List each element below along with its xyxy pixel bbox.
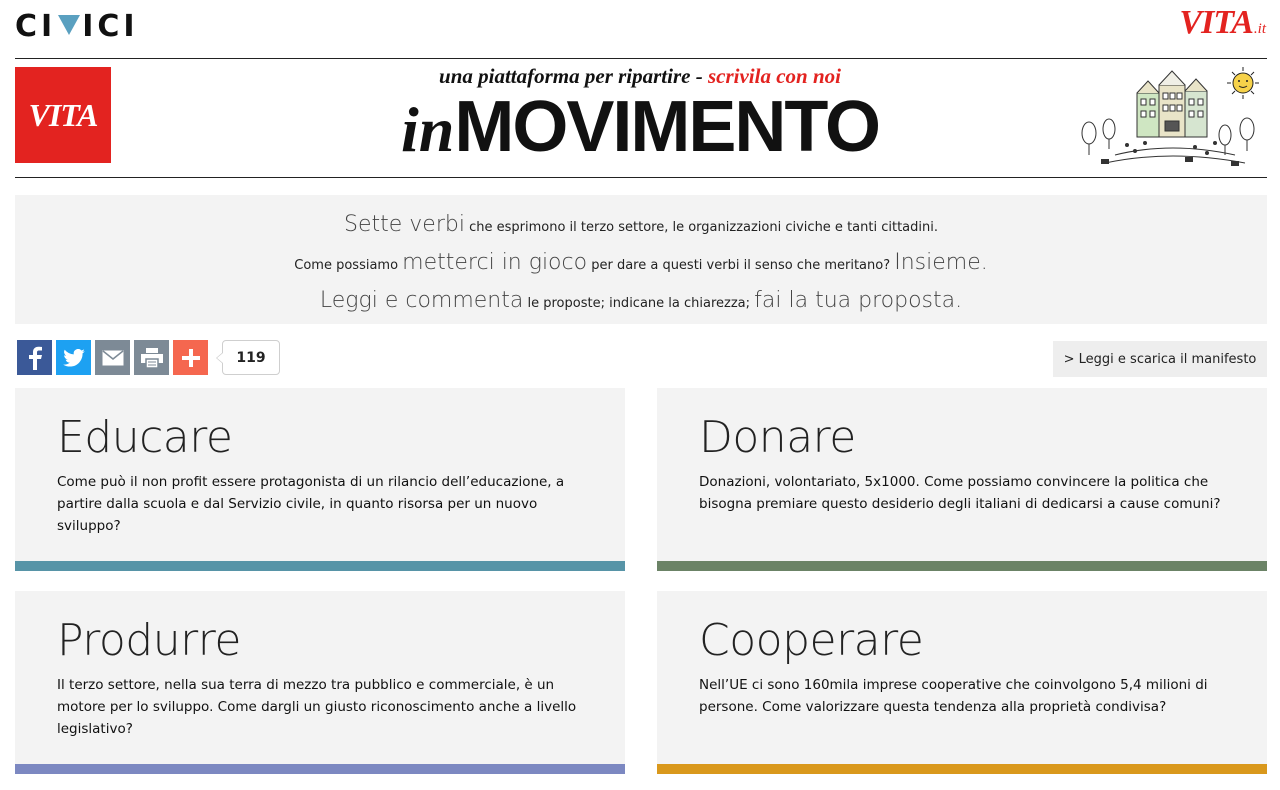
card-description: Donazioni, volontariato, 5x1000. Come possiamo convincere la politica che bisogna premiare questo desiderio degli italiani di dedicarsi a cause comuni? [699, 474, 1221, 512]
verb-card-cooperare[interactable] [657, 591, 1267, 774]
printer-icon [141, 348, 163, 368]
card-title[interactable]: Produrre [57, 615, 241, 666]
share-bar [17, 340, 280, 375]
brand-in: in [400, 94, 455, 165]
verb-card-donare[interactable] [657, 388, 1267, 571]
verb-card-produrre[interactable] [15, 591, 625, 774]
mail-icon [102, 350, 124, 366]
print-button[interactable] [134, 340, 169, 375]
city-illustration [1075, 63, 1267, 171]
verb-card-educare[interactable] [15, 388, 625, 571]
card-color-bar [15, 764, 625, 774]
plus-icon [182, 349, 200, 367]
intro-panel [15, 195, 1267, 324]
card-title[interactable]: Donare [699, 412, 856, 463]
card-description: Nell’UE ci sono 160mila imprese cooperative che coinvolgono 5,4 milioni di persone. Come valorizzare questa tendenza alla proprietà condivisa? [699, 677, 1208, 715]
card-title[interactable]: Educare [57, 412, 233, 463]
intro-big-text: Leggi e commenta [319, 288, 524, 313]
intro-big-text: Insieme. [894, 250, 988, 275]
buildings-icon [1137, 71, 1207, 137]
intro-small-text: per dare a questi verbi il senso che meritano? [587, 258, 895, 273]
vita-logo-text: VITA [1179, 4, 1253, 41]
intro-small-text: che esprimono il terzo settore, le organizzazioni civiche e tanti cittadini. [464, 220, 938, 235]
email-share-button[interactable] [95, 340, 130, 375]
intro-big-text: Sette verbi [344, 212, 465, 237]
vita-logo-suffix: .it [1253, 21, 1266, 37]
share-count: 119 [222, 340, 280, 375]
top-bar [0, 0, 1280, 58]
civici-logo-right: ICI [82, 8, 139, 44]
brand-movimento: MOVIMENTO [454, 87, 880, 167]
card-description: Come può il non profit essere protagonista di un rilancio dell’educazione, a partire dalla scuola e dal Servizio civile, in quanto risorsa per un nuovo sviluppo? [57, 474, 565, 534]
intro-big-text: metterci in gioco [402, 250, 588, 275]
intro-small-text: le proposte; indicane la chiarezza; [523, 296, 755, 311]
facebook-icon [26, 346, 44, 370]
intro-line-2 [15, 245, 1267, 283]
twitter-icon [63, 349, 85, 367]
tagline-main: una piattaforma per ripartire - [439, 64, 708, 88]
card-color-bar [15, 561, 625, 571]
sun-icon [1227, 67, 1259, 99]
card-description: Il terzo settore, nella sua terra di mezzo tra pubblico e commerciale, è un motore per lo sviluppo. Come dargli un giusto riconoscimento anche a livello legislativo? [57, 677, 577, 737]
card-color-bar [657, 561, 1267, 571]
facebook-share-button[interactable] [17, 340, 52, 375]
triangle-icon [58, 15, 80, 35]
civici-logo-left: CI [15, 8, 57, 44]
intro-small-text: Come possiamo [294, 258, 403, 273]
twitter-share-button[interactable] [56, 340, 91, 375]
intro-line-1 [15, 207, 1267, 245]
vita-it-logo[interactable] [1179, 4, 1266, 42]
card-title[interactable]: Cooperare [699, 615, 924, 666]
vita-box-text: VITA [28, 96, 98, 133]
masthead-divider [15, 177, 1267, 178]
more-share-button[interactable] [173, 340, 208, 375]
manifesto-link[interactable]: > Leggi e scarica il manifesto [1053, 341, 1267, 377]
street-icon [1105, 148, 1245, 163]
civici-logo[interactable] [15, 8, 139, 44]
card-color-bar [657, 764, 1267, 774]
intro-line-3 [15, 283, 1267, 321]
intro-big-text: fai la tua proposta. [754, 288, 963, 313]
tagline-red: scrivila con noi [707, 64, 841, 88]
top-divider [15, 58, 1267, 59]
